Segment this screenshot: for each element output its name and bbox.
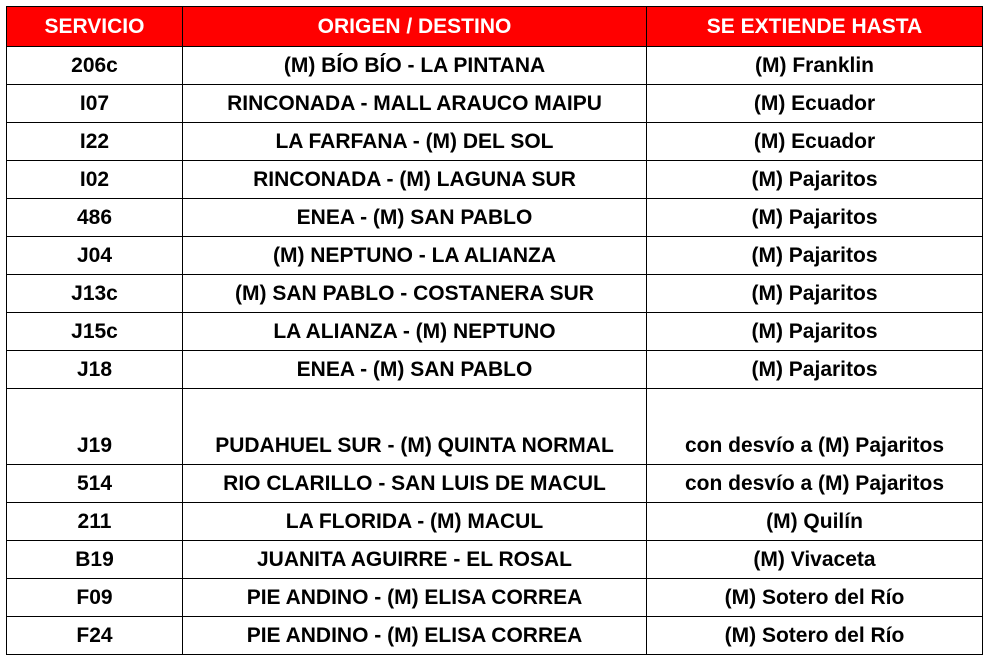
header-row xyxy=(7,7,983,47)
extension-destination: (M) Ecuador xyxy=(647,85,983,123)
service-code: B19 xyxy=(7,541,183,579)
service-code: J04 xyxy=(7,237,183,275)
table-row xyxy=(7,579,983,617)
table-row xyxy=(7,389,983,465)
route-origin-destination: LA FARFANA - (M) DEL SOL xyxy=(183,123,647,161)
route-origin-destination: ENEA - (M) SAN PABLO xyxy=(183,199,647,237)
table-row xyxy=(7,503,983,541)
extension-destination: con desvío a (M) Pajaritos xyxy=(647,465,983,503)
extension-destination: (M) Pajaritos xyxy=(647,237,983,275)
route-origin-destination: RINCONADA - MALL ARAUCO MAIPU xyxy=(183,85,647,123)
header-origen-destino: ORIGEN / DESTINO xyxy=(183,7,647,47)
table-row xyxy=(7,275,983,313)
table-row xyxy=(7,199,983,237)
route-origin-destination: (M) NEPTUNO - LA ALIANZA xyxy=(183,237,647,275)
services-table xyxy=(6,6,983,655)
table-row xyxy=(7,541,983,579)
extension-destination: (M) Pajaritos xyxy=(647,199,983,237)
service-code: I07 xyxy=(7,85,183,123)
service-code: J19 xyxy=(7,389,183,465)
table-row xyxy=(7,123,983,161)
service-code: 514 xyxy=(7,465,183,503)
service-code: 206c xyxy=(7,47,183,85)
extension-destination: (M) Ecuador xyxy=(647,123,983,161)
table-row xyxy=(7,351,983,389)
extension-destination: (M) Sotero del Río xyxy=(647,579,983,617)
route-origin-destination: ENEA - (M) SAN PABLO xyxy=(183,351,647,389)
table-row xyxy=(7,465,983,503)
route-origin-destination: RINCONADA - (M) LAGUNA SUR xyxy=(183,161,647,199)
route-origin-destination: JUANITA AGUIRRE - EL ROSAL xyxy=(183,541,647,579)
table-row xyxy=(7,617,983,655)
route-origin-destination: (M) BÍO BÍO - LA PINTANA xyxy=(183,47,647,85)
extension-destination: (M) Pajaritos xyxy=(647,275,983,313)
service-code: J15c xyxy=(7,313,183,351)
table-row xyxy=(7,47,983,85)
service-code: J18 xyxy=(7,351,183,389)
service-code: F09 xyxy=(7,579,183,617)
header-servicio: SERVICIO xyxy=(7,7,183,47)
table-row xyxy=(7,85,983,123)
route-origin-destination: RIO CLARILLO - SAN LUIS DE MACUL xyxy=(183,465,647,503)
route-origin-destination: LA ALIANZA - (M) NEPTUNO xyxy=(183,313,647,351)
service-code: I22 xyxy=(7,123,183,161)
header-se-extiende-hasta: SE EXTIENDE HASTA xyxy=(647,7,983,47)
extension-destination: (M) Pajaritos xyxy=(647,313,983,351)
extension-destination: (M) Sotero del Río xyxy=(647,617,983,655)
extension-destination: (M) Pajaritos xyxy=(647,351,983,389)
route-origin-destination: (M) SAN PABLO - COSTANERA SUR xyxy=(183,275,647,313)
service-code: F24 xyxy=(7,617,183,655)
table-row xyxy=(7,313,983,351)
extension-destination: (M) Pajaritos xyxy=(647,161,983,199)
route-origin-destination: PUDAHUEL SUR - (M) QUINTA NORMAL xyxy=(183,389,647,465)
extension-destination: (M) Franklin xyxy=(647,47,983,85)
extension-destination: (M) Quilín xyxy=(647,503,983,541)
service-code: J13c xyxy=(7,275,183,313)
table-header xyxy=(7,7,983,47)
service-code: 486 xyxy=(7,199,183,237)
extension-destination: con desvío a (M) Pajaritos xyxy=(647,389,983,465)
route-origin-destination: PIE ANDINO - (M) ELISA CORREA xyxy=(183,579,647,617)
extension-destination: (M) Vivaceta xyxy=(647,541,983,579)
route-origin-destination: LA FLORIDA - (M) MACUL xyxy=(183,503,647,541)
service-code: I02 xyxy=(7,161,183,199)
table-row xyxy=(7,237,983,275)
route-origin-destination: PIE ANDINO - (M) ELISA CORREA xyxy=(183,617,647,655)
table-row xyxy=(7,161,983,199)
table-body xyxy=(7,47,983,655)
service-code: 211 xyxy=(7,503,183,541)
